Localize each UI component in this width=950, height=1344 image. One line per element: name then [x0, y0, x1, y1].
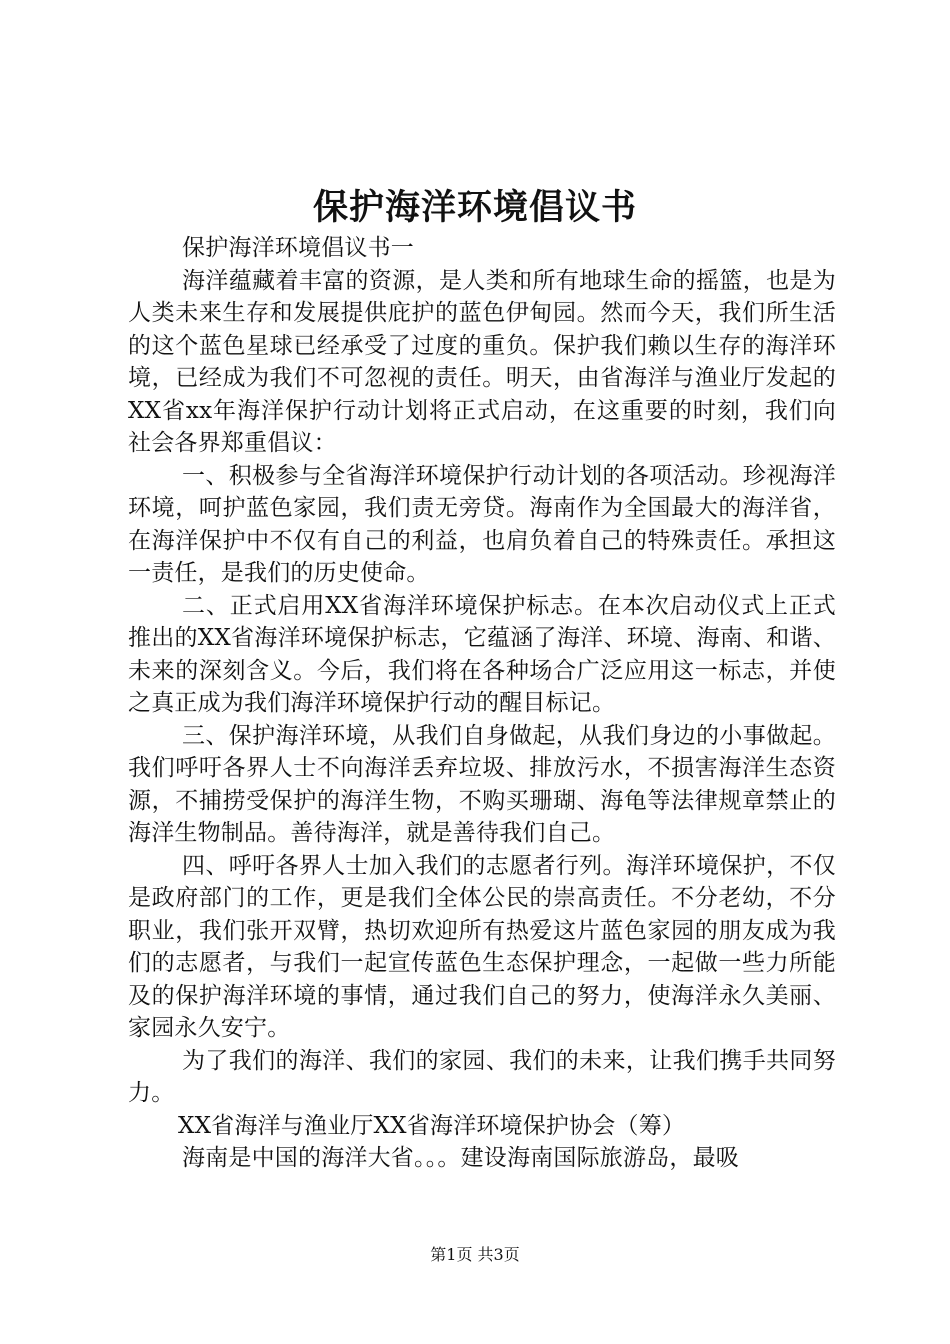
proposal-3-paragraph: 三、保护海洋环境，从我们自身做起，从我们身边的小事做起。我们呼吁各界人士不向海洋丢弃垃圾、排放污水，不损害海洋生态资源，不捕捞受保护的海洋生物，不购买珊瑚、海龟等法律规章禁止的海洋生物制品。善待海洋，就是善待我们自己。 — [128, 722, 836, 846]
document-body — [128, 232, 836, 1175]
subtitle-paragraph: 保护海洋环境倡议书一 — [182, 235, 414, 261]
document-title: 保护海洋环境倡议书 — [312, 187, 637, 228]
signature-line: XX省海洋与渔业厅XX省海洋环境保护协会（筹） — [178, 1112, 686, 1139]
continuation-paragraph: 海南是中国的海洋大省。。。建设海南国际旅游岛，最吸 — [182, 1145, 739, 1171]
page-footer: 第1页 共3页 — [430, 1245, 520, 1264]
proposal-2-paragraph: 二、正式启用XX省海洋环境保护标志。在本次启动仪式上正式推出的XX省海洋环境保护标志，它蕴涵了海洋、环境、海南、和谐、未来的深刻含义。今后，我们将在各种场合广泛应用这一标志，并使之真正成为我们海洋环境保护行动的醒目标记。 — [128, 592, 836, 716]
intro-paragraph: 海洋蕴藏着丰富的资源，是人类和所有地球生命的摇篮，也是为人类未来生存和发展提供庇护的蓝色伊甸园。然而今天，我们所生活的这个蓝色星球已经承受了过度的重负。保护我们赖以生存的海洋环境，已经成为我们不可忽视的责任。明天，由省海洋与渔业厅发起的XX省xx年海洋保护行动计划将正式启动，在这重要的时刻，我们向社会各界郑重倡议： — [128, 267, 836, 456]
closing-paragraph: 为了我们的海洋、我们的家园、我们的未来，让我们携手共同努力。 — [128, 1047, 836, 1106]
proposal-1-paragraph: 一、积极参与全省海洋环境保护行动计划的各项活动。珍视海洋环境，呵护蓝色家园，我们责无旁贷。海南作为全国最大的海洋省，在海洋保护中不仅有自己的利益，也肩负着自己的特殊责任。承担这一责任，是我们的历史使命。 — [128, 462, 836, 586]
proposal-4-paragraph: 四、呼吁各界人士加入我们的志愿者行列。海洋环境保护，不仅是政府部门的工作，更是我们全体公民的崇高责任。不分老幼，不分职业，我们张开双臂，热切欢迎所有热爱这片蓝色家园的朋友成为我们的志愿者，与我们一起宣传蓝色生态保护理念，一起做一些力所能及的保护海洋环境的事情，通过我们自己的努力，使海洋永久美丽、家园永久安宁。 — [128, 852, 836, 1041]
